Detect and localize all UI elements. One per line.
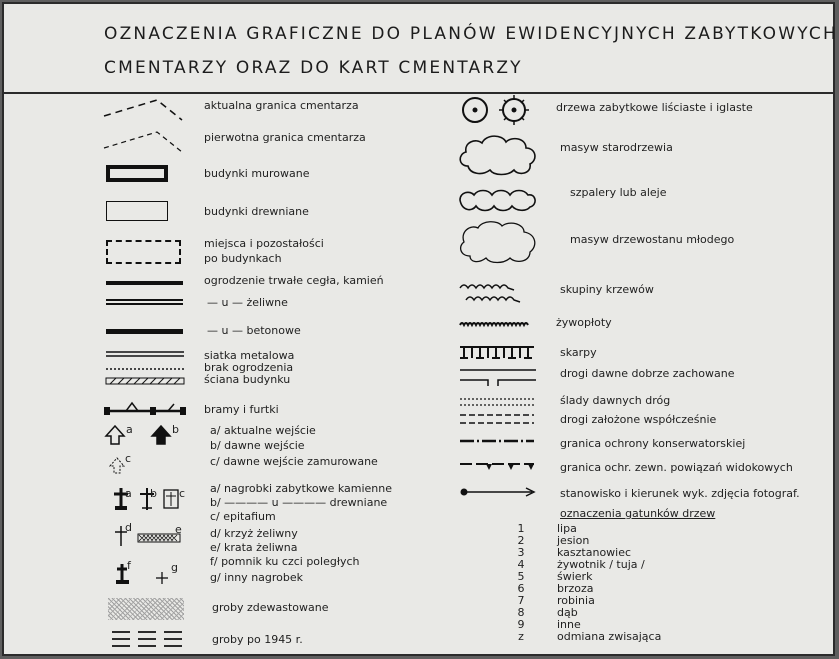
- fence-types-symbols: [104, 346, 186, 391]
- gates-symbol: [102, 399, 188, 421]
- shrub-groups-label: skupiny krzewów: [560, 283, 654, 296]
- cast-iron-fence-symbol: [106, 299, 183, 305]
- post-1945-graves-label: groby po 1945 r.: [212, 633, 303, 646]
- devastated-graves-label: groby zdewastowane: [212, 601, 329, 614]
- iron-cross-label: d/ krzyż żeliwny: [210, 527, 298, 540]
- modern-roads-icon: [458, 412, 538, 426]
- species-name: jesion: [557, 534, 590, 547]
- wooden-tomb-label: b/ ———— u ———— drewniane: [210, 496, 388, 509]
- original-boundary-label: pierwotna granica cmentarza: [204, 131, 366, 144]
- gates-label: bramy i furtki: [204, 403, 279, 416]
- species-number: 6: [517, 582, 525, 595]
- tree-alley-label: szpalery lub aleje: [570, 186, 667, 199]
- cross-d-mark: d: [125, 521, 132, 534]
- concrete-fence-label: — u — betonowe: [207, 324, 301, 337]
- header-title-line-1: OZNACZENIA GRAFICZNE DO PLANÓW EWIDENCYJNYCH ZABYTKOWYCH: [104, 24, 838, 44]
- legend-header: [4, 4, 838, 94]
- stone-tomb-label: a/ nagrobki zabytkowe kamienne: [210, 482, 393, 495]
- devastated-graves-symbol: [108, 598, 184, 620]
- wire-fence-label: siatka metalowa: [204, 349, 295, 362]
- entrance-a-label: a/ aktualne wejście: [210, 424, 316, 437]
- species-legend-title: oznaczenia gatunków drzew: [560, 507, 716, 520]
- entrance-c-mark: c: [125, 452, 132, 465]
- iron-grate-label: e/ krata żeliwna: [210, 541, 298, 554]
- species-number: 3: [517, 546, 525, 559]
- road-traces-icon: [458, 396, 538, 408]
- young-stand-mass-icon: [456, 218, 540, 266]
- old-roads-label: drogi dawne dobrze zachowane: [560, 367, 735, 380]
- species-number: 5: [517, 570, 525, 583]
- current-entrance-icon: [104, 424, 126, 446]
- species-number: 1: [517, 522, 525, 535]
- escarpment-icon: [458, 344, 538, 362]
- walled-entrance-icon: [108, 456, 126, 476]
- other-tomb-icon: [154, 570, 170, 586]
- hedges-icon: [458, 320, 532, 330]
- monument-f-mark: f: [127, 559, 131, 572]
- species-number: 7: [517, 594, 525, 607]
- view-protection-boundary-label: granica ochr. zewn. powiązań widokowych: [560, 461, 793, 474]
- view-protection-boundary-icon: [458, 458, 538, 472]
- species-name: inne: [557, 618, 581, 631]
- tree-alley-icon: [456, 187, 540, 213]
- post-1945-graves-symbol: [108, 628, 188, 652]
- wooden-building-symbol: [106, 201, 168, 221]
- modern-roads-label: drogi założone współcześnie: [560, 413, 717, 426]
- current-boundary-symbol: [102, 96, 184, 122]
- escarpment-label: skarpy: [560, 346, 597, 359]
- old-roads-icon: [458, 366, 538, 388]
- historic-trees-icon: [459, 94, 535, 126]
- entrance-b-label: b/ dawne wejście: [210, 439, 305, 452]
- photo-position-icon: [458, 485, 538, 499]
- species-name: lipa: [557, 522, 577, 535]
- tomb-b-mark: b: [150, 487, 157, 500]
- species-number: 8: [517, 606, 525, 619]
- species-name: brzoza: [557, 582, 594, 595]
- photo-position-label: stanowisko i kierunek wyk. zdjęcia fotograf.: [560, 487, 800, 500]
- legend-sheet: [2, 2, 838, 656]
- building-wall-label: ściana budynku: [204, 373, 291, 386]
- original-boundary-symbol: [102, 128, 184, 154]
- old-stand-mass-label: masyw starodrzewia: [560, 141, 673, 154]
- permanent-fence-label: ogrodzenie trwałe cegła, kamień: [204, 274, 384, 287]
- grate-e-mark: e: [175, 523, 182, 536]
- species-number: 2: [517, 534, 525, 547]
- brick-building-label: budynki murowane: [204, 167, 310, 180]
- permanent-fence-symbol: [106, 281, 183, 285]
- species-name: żywotnik / tuja /: [557, 558, 645, 571]
- concrete-fence-symbol: [106, 329, 183, 334]
- species-number: 9: [517, 618, 525, 631]
- species-number: z: [518, 630, 524, 643]
- cast-iron-fence-label: — u — żeliwne: [207, 296, 288, 309]
- conservation-boundary-icon: [458, 436, 538, 446]
- species-name: świerk: [557, 570, 593, 583]
- no-fence-label: brak ogrodzenia: [204, 361, 294, 374]
- other-tomb-g-mark: g: [171, 561, 178, 574]
- building-remains-label-2: po budynkach: [204, 252, 282, 265]
- old-stand-mass-icon: [456, 132, 540, 178]
- species-name: dąb: [557, 606, 578, 619]
- wooden-building-label: budynki drewniane: [204, 205, 309, 218]
- species-name: odmiana zwisająca: [557, 630, 662, 643]
- hedges-label: żywopłoty: [556, 316, 612, 329]
- young-stand-mass-label: masyw drzewostanu młodego: [570, 233, 735, 246]
- species-number: 4: [517, 558, 525, 571]
- building-remains-label-1: miejsca i pozostałości: [204, 237, 324, 250]
- species-name: kasztanowiec: [557, 546, 632, 559]
- conservation-boundary-label: granica ochrony konserwatorskiej: [560, 437, 746, 450]
- tomb-a-mark: a: [125, 487, 132, 500]
- other-tomb-label: g/ inny nagrobek: [210, 571, 304, 584]
- monument-label: f/ pomnik ku czci poległych: [210, 555, 360, 568]
- entrance-a-mark: a: [126, 423, 133, 436]
- shrub-groups-icon: [456, 280, 530, 306]
- entrance-c-label: c/ dawne wejście zamurowane: [210, 455, 378, 468]
- road-traces-label: ślady dawnych dróg: [560, 394, 671, 407]
- entrance-b-mark: b: [172, 423, 179, 436]
- historic-trees-label: drzewa zabytkowe liściaste i iglaste: [556, 101, 753, 114]
- current-boundary-label: aktualna granica cmentarza: [204, 99, 359, 112]
- building-remains-symbol: [106, 240, 181, 264]
- former-entrance-icon: [150, 424, 172, 446]
- tomb-c-mark: c: [179, 487, 186, 500]
- epitaph-label: c/ epitafium: [210, 510, 276, 523]
- species-name: robinia: [557, 594, 595, 607]
- header-title-line-2: CMENTARZY ORAZ DO KART CMENTARZY: [104, 58, 523, 78]
- brick-building-symbol: [106, 165, 168, 182]
